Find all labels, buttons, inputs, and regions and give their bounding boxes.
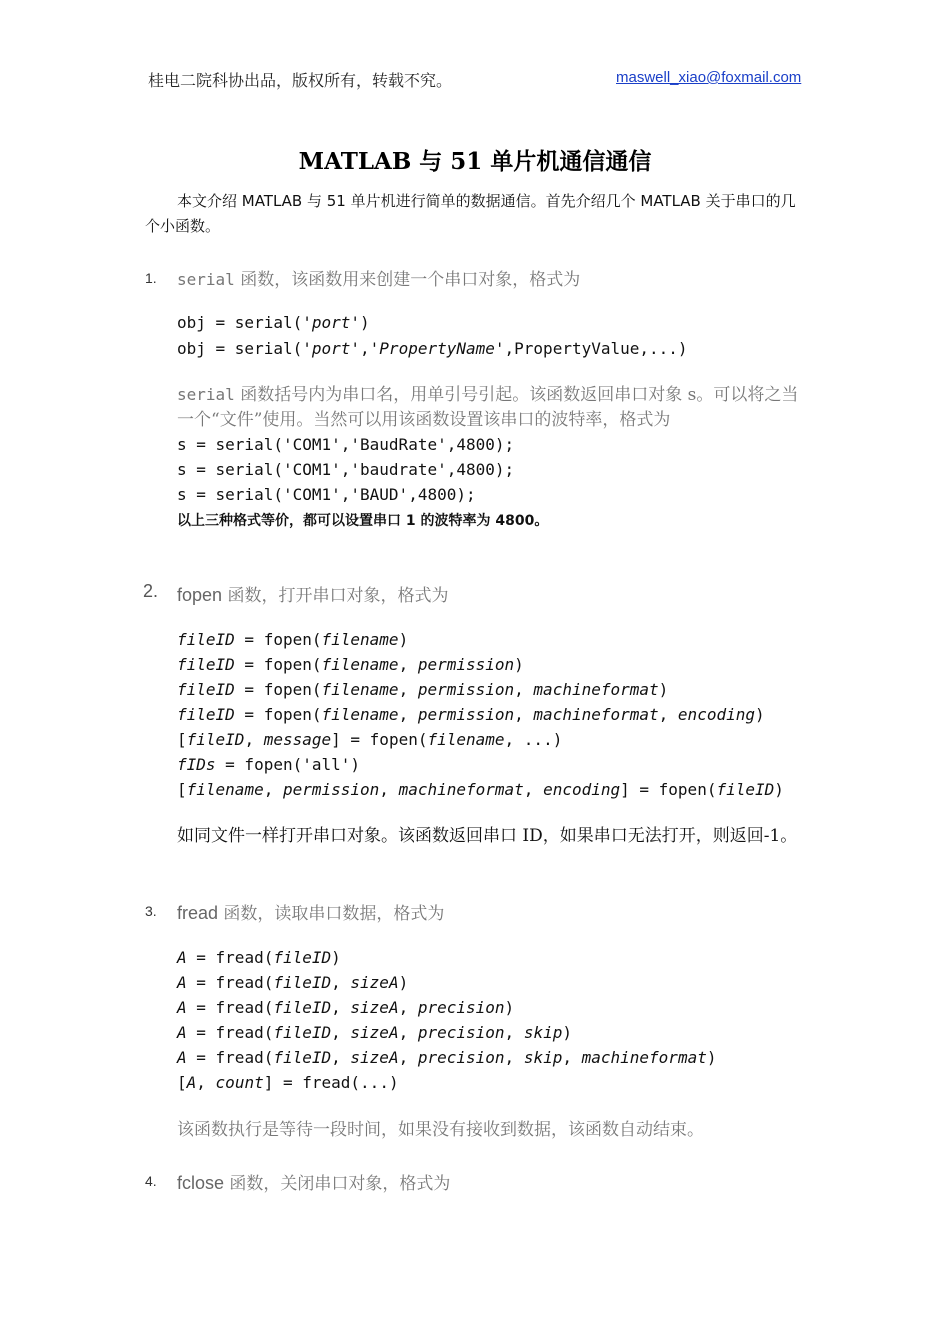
- section-2-code-line-3: fileID = fopen(filename, permission, machineformat): [177, 680, 669, 699]
- section-3-heading: [177, 899, 444, 924]
- intro-text: 本文介绍 MATLAB 与 51 单片机进行简单的数据通信。首先介绍几个 MATLAB 关于串口的几个小函数。: [145, 192, 796, 235]
- section-1-code2-line-1: s = serial('COM1','BaudRate',4800);: [177, 435, 515, 454]
- section-1-code-line-1: obj = serial('port'): [177, 313, 370, 332]
- section-3-code-line-2: A = fread(fileID, sizeA): [177, 973, 409, 992]
- intro-paragraph: [145, 189, 810, 239]
- header-left-text: 桂电二院科协出品，版权所有，转载不究。: [148, 71, 453, 90]
- section-3-fn: fread: [177, 903, 219, 923]
- section-2-code-line-1: fileID = fopen(filename): [177, 630, 409, 649]
- section-1-paragraph: [177, 382, 810, 433]
- section-2-code-line-6: fIDs = fopen('all'): [177, 755, 361, 774]
- section-3-desc: 函数，读取串口数据，格式为: [218, 904, 445, 924]
- section-1-para-text: 函数括号内为串口名，用单引号引起。该函数返回串口对象 s。可以将之当一个“文件”使用。当然可以用该函数设置该串口的波特率，格式为: [177, 385, 799, 430]
- section-2-code-line-4: fileID = fopen(filename, permission, machineformat, encoding): [177, 705, 765, 724]
- document-title: MATLAB 与 51 单片机通信通信: [298, 148, 652, 175]
- section-3-code-line-1: A = fread(fileID): [177, 948, 341, 967]
- section-2-desc: 函数，打开串口对象，格式为: [222, 586, 449, 606]
- section-4-desc: 函数，关闭串口对象，格式为: [224, 1174, 451, 1194]
- section-1-para-fn: serial: [177, 385, 235, 404]
- section-3-code-line-3: A = fread(fileID, sizeA, precision): [177, 998, 515, 1017]
- section-1-code2-line-3: s = serial('COM1','BAUD',4800);: [177, 485, 476, 504]
- section-3-number: 3.: [145, 903, 157, 919]
- section-3-code-line-6: [A, count] = fread(...): [177, 1073, 399, 1092]
- section-1-code2-line-2: s = serial('COM1','baudrate',4800);: [177, 460, 515, 479]
- section-2-code-line-2: fileID = fopen(filename, permission): [177, 655, 524, 674]
- section-1-fn: serial: [177, 270, 235, 289]
- section-2-code-line-5: [fileID, message] = fopen(filename, ...): [177, 730, 563, 749]
- section-2-heading: [177, 581, 448, 606]
- section-3-paragraph: 该函数执行是等待一段时间，如果没有接收到数据，该函数自动结束。: [177, 1120, 704, 1140]
- header-email-link[interactable]: maswell_xiao@foxmail.com: [616, 69, 802, 86]
- section-4-fn: fclose: [177, 1173, 225, 1193]
- section-1-code-line-2: obj = serial('port','PropertyName',PropertyValue,...): [177, 339, 688, 358]
- section-2-paragraph: 如同文件一样打开串口对象。该函数返回串口 ID，如果串口无法打开，则返回-1。: [177, 826, 798, 846]
- section-1-note: 以上三种格式等价，都可以设置串口 1 的波特率为 4800。: [177, 513, 549, 529]
- section-3-code-line-5: A = fread(fileID, sizeA, precision, skip, machineformat): [177, 1048, 717, 1067]
- section-2-code-line-7: [filename, permission, machineformat, encoding] = fopen(fileID): [177, 780, 784, 799]
- section-1-desc: 函数，该函数用来创建一个串口对象，格式为: [234, 270, 581, 290]
- section-1-number: 1.: [145, 270, 157, 286]
- section-1-heading: [177, 265, 580, 290]
- section-3-code-line-4: A = fread(fileID, sizeA, precision, skip): [177, 1023, 572, 1042]
- section-2-number: 2.: [143, 581, 159, 601]
- section-4-heading: [177, 1169, 450, 1194]
- section-2-fn: fopen: [177, 585, 223, 605]
- section-4-number: 4.: [145, 1173, 157, 1189]
